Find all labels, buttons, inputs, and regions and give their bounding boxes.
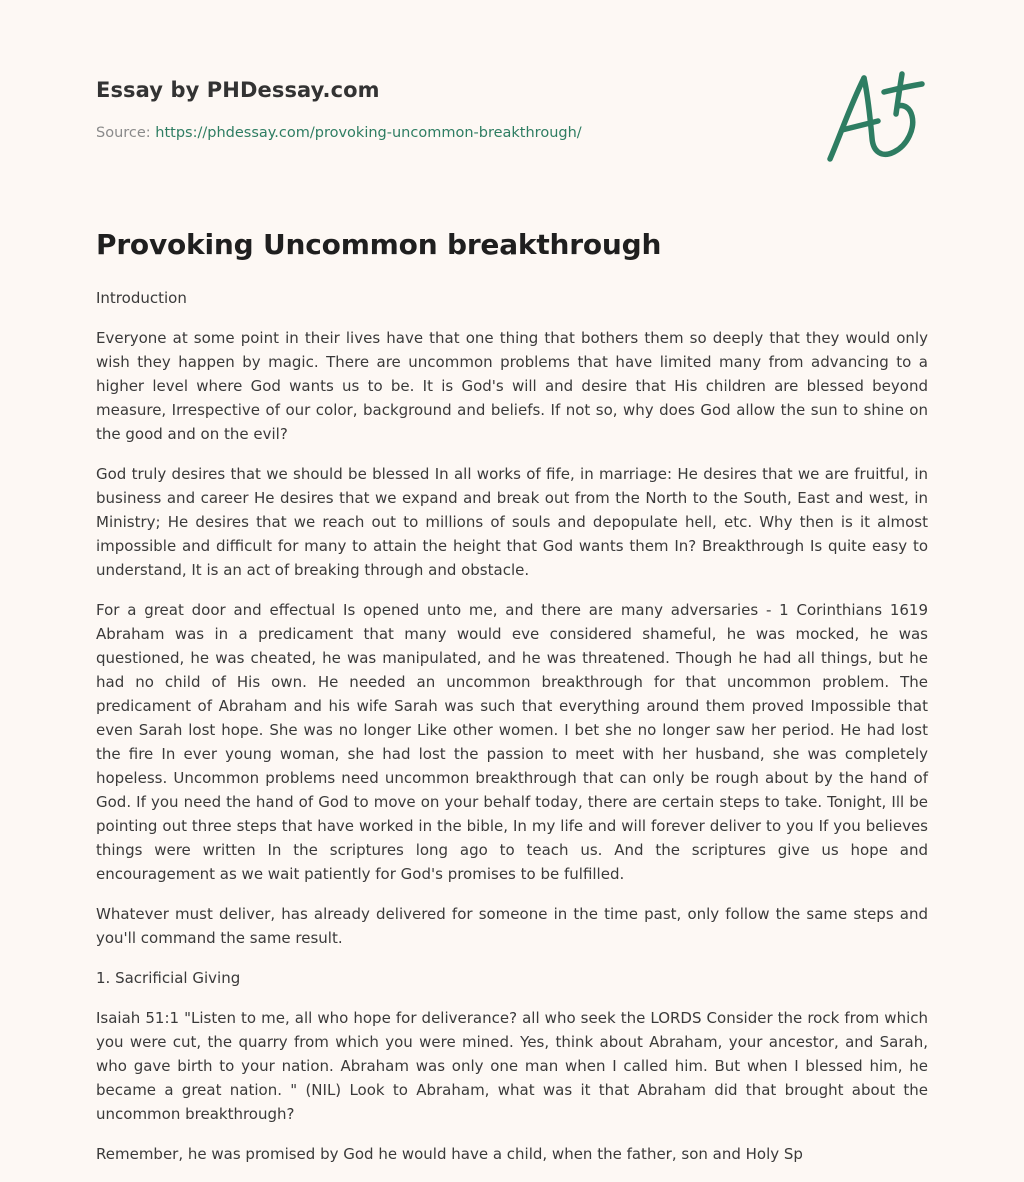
paragraph: God truly desires that we should be blessed In all works of fife, in marriage: He desires that we are fruitful, in business and career He desires that we expand and break out from the North to the South, East and west, in Ministry; He desires that we reach out to millions of souls and depopulate hell, etc. Why then is it almost impossible and difficult for many to attain the height that God wants them In? Breakthrough Is quite easy to understand, It is an act of breaking through and obstacle. <box>96 465 928 579</box>
section-heading: Introduction <box>96 289 187 307</box>
essay-title: Provoking Uncommon breakthrough <box>96 228 662 261</box>
essay-header <box>96 76 796 143</box>
section-heading: 1. Sacrificial Giving <box>96 969 241 987</box>
source-label: Source: <box>96 125 151 141</box>
paragraph: For a great door and effectual Is opened unto me, and there are many adversaries - 1 Corinthians 1619 Abraham was in a predicament that many would eve considered shameful, he was mocked, he was questioned, he was cheated, he was manipulated, and he was threatened. Though he had all things, but he had no child of His own. He needed an uncommon breakthrough for that uncommon problem. The predicament of Abraham and his wife Sarah was such that everything around them proved Impossible that even Sarah lost hope. She was no longer Like other women. I bet she no longer saw her period. He had lost the fire In ever young woman, she had lost the passion to meet with her husband, she was completely hopeless. Uncommon problems need uncommon breakthrough that can only be rough about by the hand of God. If you need the hand of God to move on your behalf today, there are certain steps to take. Tonight, Ill be pointing out three steps that have worked in the bible, In my life and will forever deliver to you If you believes things were written In the scriptures long ago to teach us. And the scriptures give us hope and encouragement as we wait patiently for God's promises to be fulfilled. <box>96 601 928 883</box>
source-link[interactable]: https://phdessay.com/provoking-uncommon-breakthrough/ <box>155 125 582 141</box>
source-line <box>96 123 796 143</box>
paragraph: Isaiah 51:1 "Listen to me, all who hope for deliverance? all who seek the LORDS Consider the rock from which you were cut, the quarry from which you were mined. Yes, think about Abraham, your ancestor, and Sarah, who gave birth to your nation. Abraham was only one man when I called him. But when I blessed him, he became a great nation. " (NIL) Look to Abraham, what was it that Abraham did that brought about the uncommon breakthrough? <box>96 1009 928 1123</box>
essay-body <box>96 286 928 1182</box>
site-brand: Essay by PHDessay.com <box>96 78 380 102</box>
paragraph: Remember, he was promised by God he would have a child, when the father, son and Holy Sp <box>96 1145 803 1163</box>
a-plus-grade-logo <box>820 66 930 166</box>
paragraph: Everyone at some point in their lives have that one thing that bothers them so deeply that they would only wish they happen by magic. There are uncommon problems that have limited many from advancing to a higher level where God wants us to be. It is God's will and desire that His children are blessed beyond measure, Irrespective of our color, background and beliefs. If not so, why does God allow the sun to shine on the good and on the evil? <box>96 329 928 443</box>
paragraph: Whatever must deliver, has already delivered for someone in the time past, only follow the same steps and you'll command the same result. <box>96 905 928 947</box>
